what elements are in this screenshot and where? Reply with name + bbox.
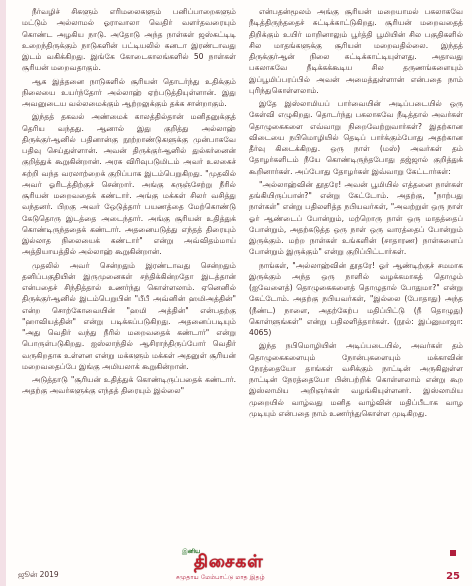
- right-column: [249, 6, 463, 421]
- left-column: [22, 6, 236, 399]
- paragraph: நாங்கள், "அல்லாஹ்வின் தூதரே! ஓர் ஆண்டிற்குச் சமமாக இருக்கும் அந்த ஒரு நாளில் வழக்கமாகத் தொழும் (ஐவேளைத்) தொழுகைகளைத் தொழுதால் போதுமா?" என்று கேட்டோம். அதற்கு நபியவர்கள், "இல்லை (போதாது) அந்த (நீண்ட) நாளை, அதற்கேற்ப மதிப்பிட்டு (நீ தொழுது) கொள்ளுங்கள்" என்று பதிலளித்தார்கள். (நூல்: இப்னுமாஜா: 4065): [249, 260, 463, 337]
- paragraph: "அல்லாஹ்வின் தூதரே! அவன் பூமியில் எத்தனை நாள்கள் தங்கியிருப்பான்?" என்று கேட்டோம். அதற்கு, "நாற்பது நாள்கள்" என்று பதிலளித்த நபியவர்கள், "அவற்றுள் ஒரு நாள் ஓர் ஆண்டைப் போன்றும், மற்றொரு நாள் ஒரு மாதத்தைப் போன்றும், அதற்கடுத்த ஒரு நாள் ஒரு வாரத்தைப் போன்றும் இருக்கும். மற்ற நாள்கள் உங்களின் (சாதாரண) நாள்களைப் போன்றும் இருக்கும்" என்று குறிப்பிட்டார்கள்.: [249, 179, 463, 257]
- end-of-article-mark: [450, 550, 456, 556]
- paragraph: இந்த நபிமொழியின் அடிப்படையில், அவர்கள் தம் தொழுகைகளையும் நோன்புகளையும் மக்காவின் நேரத்தையோ தாங்கள் வசிக்கும் நாட்டின் அருகிலுள்ள நாட்டின் நேரத்தையோ பின்பற்றிக் கொள்ளலாம் என்று கூற இஸ்லாமிய அறிஞர்கள் வழங்கியுள்ளனர். இஸ்லாமிய முறையில் வாழ்வது மனித வாழ்வின் மதிப்பீடாக வாழ முடியும் என்பதை நாம் உணர்ந்துகொள்ள முடிகிறது.: [249, 341, 463, 418]
- paragraph: இந்தத் தகவல் அண்மைக் காலத்தில்தான் மனிதனுக்குத் தெரிய வந்தது. ஆனால் இது குறித்து அல்லாஹ் திருக்குர்ஆனில் பதினான்கு நூற்றாண்டுகளுக்கு முன்பாகவே பதிவு செய்துள்ளான். அவன் திருக்குர்ஆனில் துல்கர்னைன் குறித்துக் கூறுகின்றான். அரசு விரிவுபடுமிடம் அவர் உலகைச் சுற்றி வந்த வரலாற்றைக் குறிப்பாக இடம்பெறுகிறது. "முதலில் அவர் ஓரிடத்திற்குச் சென்றார். அங்கு கருஞ்சேற்று நீரில் சூரியன் மறைவதைக் கண்டார். அங்கு மக்கள் சிலர் வசித்து வந்தனர். பிறகு அவர் ஒேடுத்தார் பயணத்தை மேற்கொண்டு கேடுதொரு இடத்தை அடைந்தார். அங்கு சூரியன் உதித்துக் கொண்டிருந்ததைக் கண்டார். அதனையடுத்து எந்தத் திரையும் இல்லாத நிலையைக் கண்டார்" என்று அவ்விதம்மாய் அத்தியாயத்தில் அல்லாஹ் கூறுகின்றான்.: [22, 112, 236, 257]
- paragraph: என்பதன்மூலம் அங்கு சூரியன் மறையாமல் பகலாகவே நீடித்திருந்ததைச் சுட்டிக்காட்டுகிறது. சூரியன் மறைவதைத் திறிக்கும் உயிர் மாறினாலும் பூர்த்தி பூமியின் சில பகுதிகளில் சில மாதங்களுக்கு சூரியன் மறைவதில்லை. இந்தத் திருக்குர்ஆன் நிலை சுட்டிக்காட்டியுள்ளது. அதாவது பகலாகவே நீடிக்கக்கூடிய சில தருணங்களையும் இப்பூமிப்பரப்பில் அவன் அமைத்துள்ளான் என்பதை நாம் புரிந்துகொள்ளலாம்.: [249, 7, 463, 95]
- issue-date: ஜூன் 2019: [18, 570, 59, 579]
- magazine-kicker: இனிய: [182, 548, 201, 555]
- paragraph: இதே இஸ்லாமியப் பார்வையின் அடிப்படையில் ஒரு கேள்வி எழுகிறது. தொடர்ந்து பகலாகவே நீடித்தால் அவர்கள் தொழுகைகளை எவ்வாறு நிறைவேற்றுவார்கள்? இதற்கான விடையை நபிமொழியில் தெடிப் பார்க்கும்போது அதற்கான தீர்வு கிடைக்கிறது. ஒரு நாள் (மஸ்) அவர்கள் தம் தோழர்களிடம் நீயே கொண்டிருந்தபோது தஜ்ஜால் குறித்துக் கூறினார்கள். அப்போது தோழர்கள் இவ்வாறு கேட்டார்கள்:: [249, 99, 463, 176]
- paragraph: முதலில் அவர் சென்றதும் இரண்டாவது சென்றதும் தனிப்பகுதியின் இருமுனைகள் சந்திக்கின்றதோ இடத்தான் என்பதைச் சிந்தித்தால் உணர்ந்து கொள்ளலாம். ஏனெனில் திருக்குர்ஆனில் இடம்பெறுபின் "பீபீ அவ்னின் ஹமிஅத்தின்" என்ற சொற்கோவையின் "ஹமி அத்தின்" என்பதற்கு "ஹாவியத்தின்" என்று படிக்கப்படுகிறது. அதனைப்படியும் "அது வெதிர் வந்து நீரில் மறைவதைக் கண்டார்" என்று பொருள்படுகிறது. ஐஸ்லாந்தில் ஆசிராந்திருப்போர் வெதிர் வருகிறதாக உள்ளன என்று மக்களும் மக்கள் அதனுள் சூரியன் மறைவதைப்பே இங்கு அமியலாக் கூறுகின்றான்.: [22, 260, 236, 371]
- page-number: 25: [446, 571, 460, 582]
- paragraph: நீர்வழிச் சிகளும் எரிமலைகளும் பனிப்பாறைகளும் மட்டும் அல்லாமல் ஓராவாலா வெதிர் வளர்தவரையும் கொண்ட அழகிய நாடு. அதோடு அந்த நாள்கள் ஜஸ்கட்டிடி உறைந்திருக்கும் நாடுகளின் பட்டியலில் கனடா இரண்டாவது இடம் வகிக்கிறது. இங்கே கோடைகாலங்களில் 50 நாள்கள் சூரியன் மறைவதாகும்.: [22, 7, 236, 73]
- magazine-name: திசைகள்: [194, 552, 264, 572]
- magazine-tagline: சமுதாய மேம்பாட்டு மாத இதழ்: [176, 574, 265, 581]
- paragraph: அடுத்தாடு "சூரியன் உதித்துக் கொண்டிருப்பதைக் கண்டார். அதற்கு அவர்களுக்கு எந்தத் திரையும் இல்லை": [22, 375, 236, 396]
- paragraph: ஆக இத்தனை நாடுகளில் சூரியன் தொடர்ந்து உதிக்கும் நிலையை உயர்ந்தோர் அல்லாஹ் ஏற்படுத்தியுள்ளான். இது அவனுடைய வல்லமைக்கும் ஆற்றலுக்கும் தக்க சான்றாகும்.: [22, 76, 236, 108]
- magazine-logo: [176, 548, 326, 582]
